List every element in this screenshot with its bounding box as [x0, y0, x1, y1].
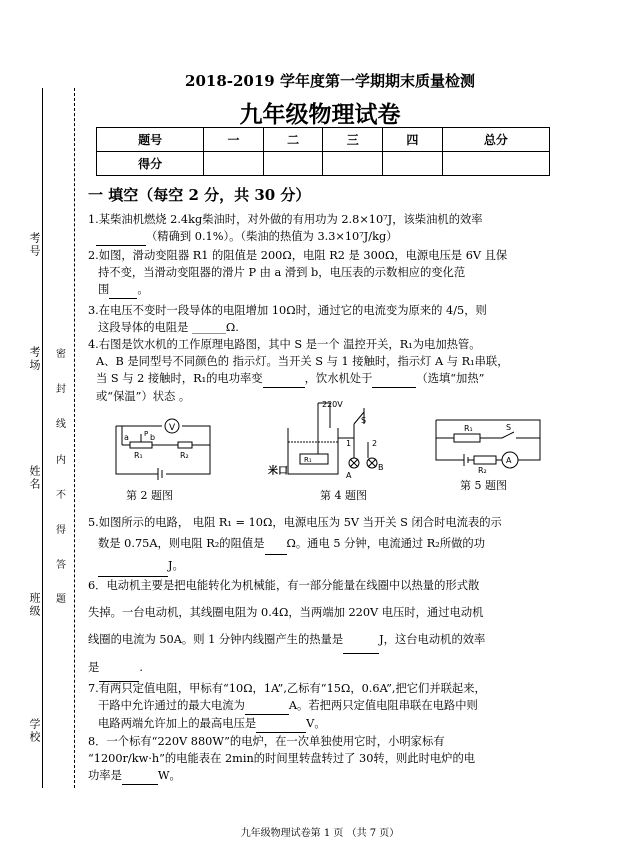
- voltmeter-label: V: [169, 423, 176, 433]
- score-table-score-row: [97, 152, 550, 176]
- figure-label: 米口: [268, 466, 288, 477]
- score-cell: 四: [383, 128, 443, 152]
- figure-5-caption: 第 5 题图: [460, 479, 507, 492]
- question-text: 这段导体的电阻是 ______Ω.: [98, 321, 239, 334]
- seal-char: 封: [56, 384, 66, 395]
- question-text: 干路中允许通过的最大电流为: [98, 699, 245, 712]
- score-input-cell[interactable]: [383, 152, 443, 176]
- name-label: 姓名: [28, 465, 41, 491]
- seal-dashed-line: [74, 88, 75, 788]
- exam-number-label: 考号: [28, 232, 41, 258]
- section-heading: 一 填空（每空 2 分，共 30 分）: [88, 186, 311, 204]
- figure-label: 1: [346, 439, 352, 448]
- question-text: （选填“加热”: [416, 372, 485, 385]
- question-7: [88, 680, 556, 733]
- question-text: V。: [306, 717, 326, 730]
- seal-char: 密: [56, 349, 66, 360]
- binding-line: [42, 88, 43, 788]
- figure-label: P: [144, 430, 149, 438]
- question-text: 功率是: [88, 769, 122, 782]
- question-text: 6．电动机主要是把电能转化为机械能，有一部分能量在线圈中以热量的形式散: [88, 579, 480, 592]
- exam-room-label: 考场: [28, 346, 41, 372]
- question-text: 或“保温”）状态 。: [96, 390, 191, 403]
- school-label: 学校: [28, 718, 41, 744]
- seal-char: 题: [56, 594, 66, 605]
- question-text: 是: [88, 661, 100, 674]
- question-text: J，这台电动机的效率: [379, 633, 486, 646]
- question-8: [88, 733, 556, 785]
- exam-title: 2018-2019 学年度第一学期期末质量检测: [185, 72, 475, 90]
- question-text: 持不变，当滑动变阻器的滑片 P 由 a 滑到 b，电压表的示数相应的变化范: [98, 266, 466, 279]
- score-cell: 二: [263, 128, 323, 152]
- score-cell: 一: [204, 128, 264, 152]
- question-text: 当 S 与 2 接触时，R₁的电功率变: [96, 372, 263, 385]
- question-text: A。若把两只定值电阻串联在电路中则: [288, 699, 478, 712]
- figure-label: R₂: [478, 466, 487, 474]
- figure-label: R₂: [180, 451, 189, 460]
- answer-blank[interactable]: [256, 715, 306, 733]
- question-text: ，饮水机处于: [304, 372, 373, 385]
- figure-5-circuit: [430, 416, 546, 474]
- question-text: 线圈的电流为 50A。则 1 分钟内线圈产生的热量是: [88, 633, 344, 646]
- answer-blank[interactable]: [122, 767, 158, 785]
- answer-blank[interactable]: [245, 697, 289, 715]
- question-text: 3.在电压不变时一段导体的电阻增加 10Ω时，通过它的电流变为原来的 4/5，则: [88, 304, 487, 317]
- question-6: [88, 572, 556, 682]
- score-cell: 得分: [97, 152, 204, 176]
- score-input-cell[interactable]: [442, 152, 549, 176]
- seal-char: 得: [56, 525, 66, 536]
- question-text: 2.如图，滑动变阻器 R1 的阻值是 200Ω，电阻 R2 是 300Ω，电源电压是 6V 且保: [88, 249, 508, 262]
- figure-label: 220V: [322, 400, 343, 409]
- figure-label: a: [124, 433, 129, 442]
- class-label: 班级: [28, 592, 41, 618]
- question-text: 失掉。一台电动机，其线圈电阻为 0.4Ω，当两端加 220V 电压时，通过电动机: [88, 606, 484, 619]
- answer-blank[interactable]: [265, 533, 287, 555]
- score-cell: 三: [323, 128, 383, 152]
- figure-2-circuit: [112, 412, 224, 484]
- question-text: 电路两端允许加上的最高电压是: [98, 717, 257, 730]
- seal-char: 线: [56, 419, 66, 430]
- question-text: J。: [168, 559, 184, 572]
- seal-char: 答: [56, 560, 66, 571]
- score-cell: 总分: [442, 128, 549, 152]
- figure-label: R₁: [134, 451, 143, 460]
- question-3: [88, 302, 556, 336]
- figure-label: R₁: [464, 424, 473, 433]
- score-input-cell[interactable]: [323, 152, 383, 176]
- answer-blank[interactable]: [99, 654, 139, 682]
- seal-char: 内: [56, 455, 66, 466]
- figure-4-caption: 第 4 题图: [320, 489, 367, 502]
- figure-label: S: [361, 416, 367, 425]
- question-text: 4.右图是饮水机的工作原理电路图，其中 S 是一个 温控开关，R₁为电加热管。: [88, 338, 481, 351]
- figure-label: R₁: [304, 456, 312, 464]
- figure-label: S: [506, 423, 512, 432]
- answer-blank[interactable]: [263, 370, 305, 388]
- figure-4-circuit: [268, 398, 398, 482]
- question-4: [88, 336, 556, 405]
- score-input-cell[interactable]: [204, 152, 264, 176]
- question-text: 5.如图所示的电路， 电阻 R₁ = 10Ω，电源电压为 5V 当开关 S 闭合时电流表的示: [88, 516, 502, 529]
- question-text: （精确到 0.1%）。（柴油的热值为 3.3×10⁷J/kg）: [146, 230, 398, 243]
- page-footer: 九年级物理试卷第 1 页 （共 7 页）: [240, 828, 400, 839]
- figure-label: A: [346, 471, 352, 480]
- figure-label: b: [150, 433, 156, 442]
- paper-title: 九年级物理试卷: [239, 101, 401, 128]
- answer-blank[interactable]: [96, 228, 146, 246]
- question-text: 1.某柴油机燃烧 2.4kg柴油时，对外做的有用功为 2.8×10⁷J，该柴油机的效率: [88, 213, 483, 226]
- question-text: 围: [98, 283, 110, 296]
- question-text: 8．一个标有“220V 880W”的电炉，在一次单独使用它时，小明家标有: [88, 735, 445, 748]
- question-1: [88, 211, 556, 246]
- question-text: 7.有两只定值电阻，甲标有“10Ω，1A”,乙标有“15Ω，0.6A”,把它们并联起来，: [88, 682, 486, 695]
- score-table-header-row: [97, 128, 550, 152]
- figure-label: B: [378, 463, 384, 472]
- question-text: “1200r/kw·h”的电能表在 2min的时间里转盘转过了 30转，则此时电炉的电: [88, 752, 476, 765]
- answer-blank[interactable]: [372, 370, 416, 388]
- figure-label: 2: [372, 439, 378, 448]
- answer-blank[interactable]: [343, 626, 379, 654]
- score-table: [96, 127, 550, 176]
- question-text: A、B 是同型号不同颜色的 指示灯。当开关 S 与 1 接触时，指示灯 A 与 R₁串联，: [96, 355, 509, 368]
- answer-blank[interactable]: [109, 281, 137, 299]
- score-cell: 题号: [97, 128, 204, 152]
- question-text: .: [139, 661, 143, 674]
- question-text: 数是 0.75A，则电阻 R₂的阻值是: [98, 537, 265, 550]
- question-2: [88, 247, 556, 299]
- figure-2-caption: 第 2 题图: [126, 489, 173, 502]
- seal-char: 不: [56, 490, 66, 501]
- score-input-cell[interactable]: [263, 152, 323, 176]
- question-5: [88, 512, 556, 577]
- ammeter-label: A: [506, 456, 512, 465]
- question-text: Ω。通电 5 分钟，电流通过 R₂所做的功: [286, 537, 486, 550]
- question-text: W。: [157, 769, 181, 782]
- question-text: 。: [137, 283, 149, 296]
